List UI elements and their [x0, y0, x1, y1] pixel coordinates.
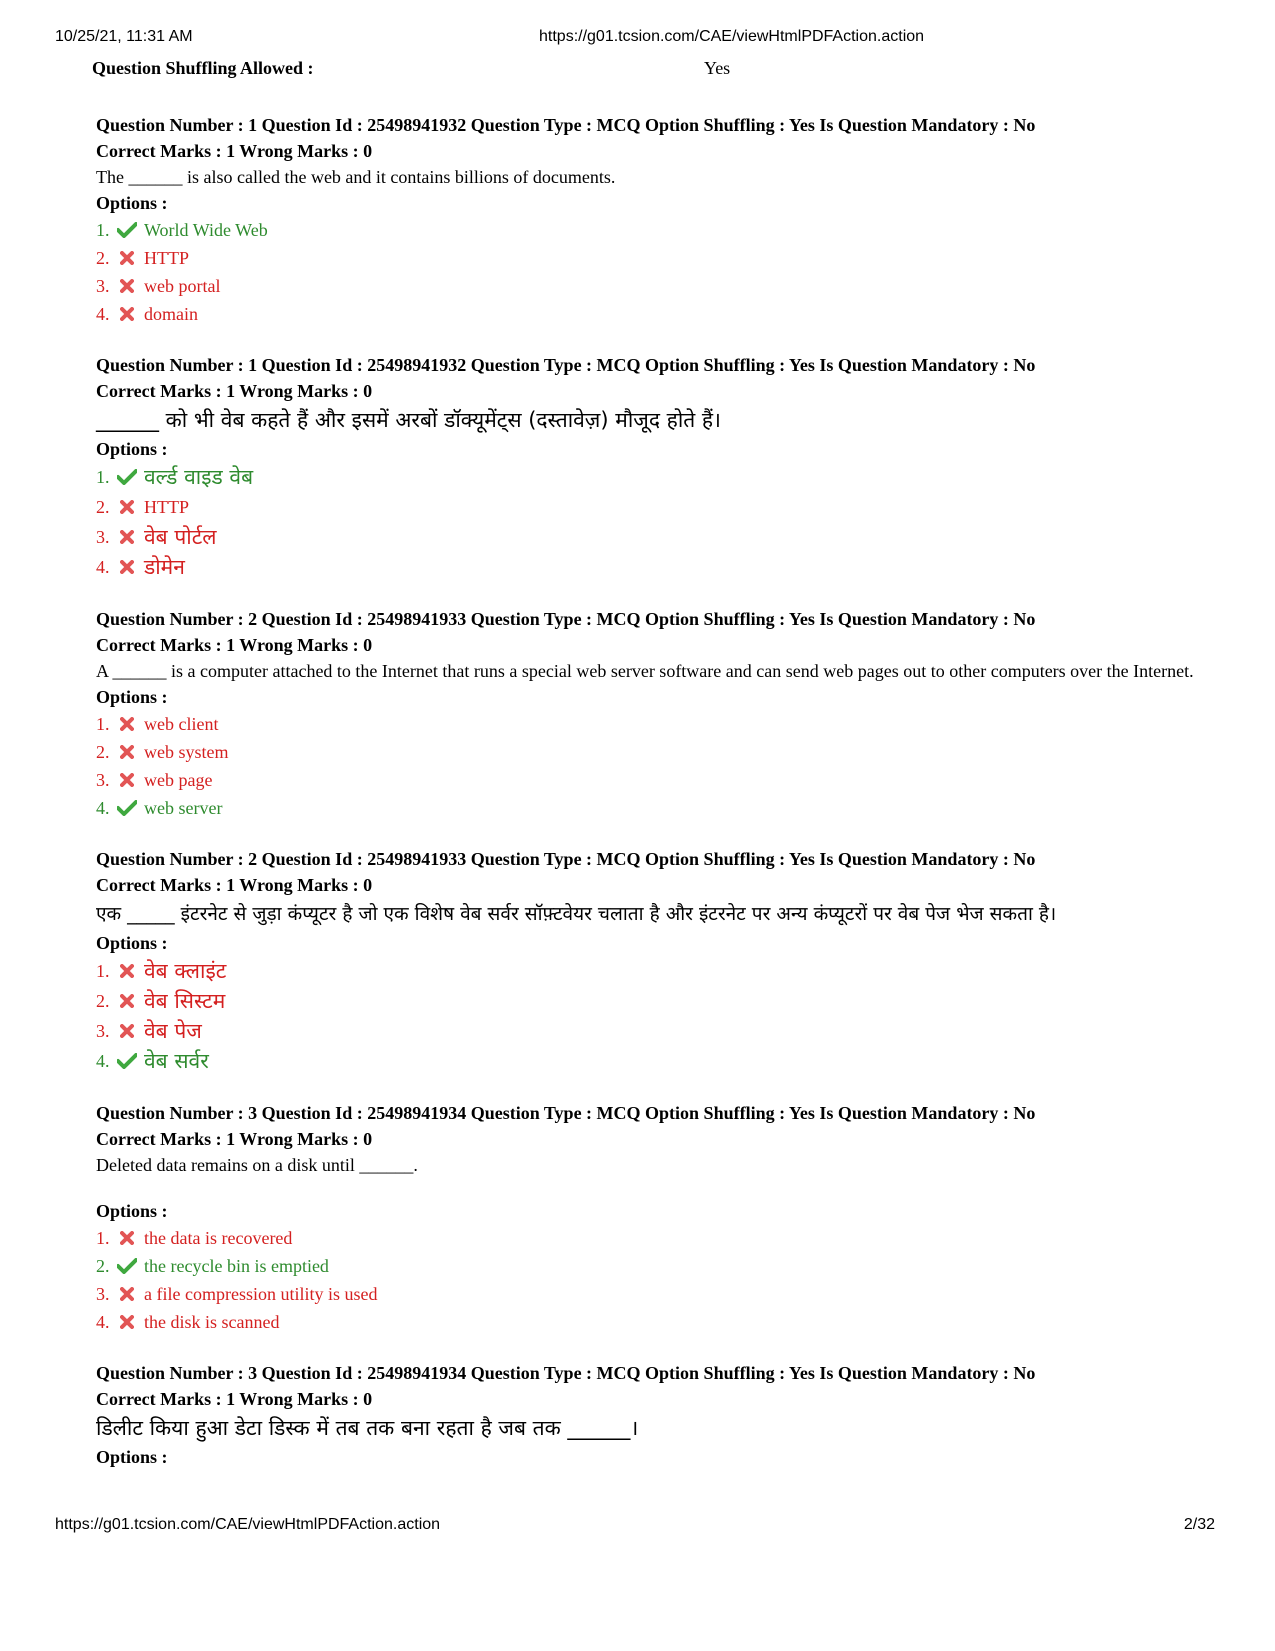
question-block — [96, 606, 1206, 822]
option-text: वेब पेज — [144, 1019, 202, 1043]
question-text: The ______ is also called the web and it contains billions of documents. — [96, 167, 616, 187]
check-icon — [116, 1257, 138, 1275]
option-item — [96, 710, 1206, 738]
option-number: 3. — [96, 527, 110, 547]
option-text: वेब पोर्टल — [144, 525, 217, 549]
print-footer — [55, 1516, 1215, 1538]
option-item — [96, 1252, 1206, 1280]
question-block — [96, 352, 1206, 582]
question-block — [96, 112, 1206, 328]
option-item — [96, 738, 1206, 766]
option-text: the data is recovered — [144, 1228, 293, 1248]
question-block — [96, 1360, 1206, 1470]
options-label: Options : — [96, 439, 168, 459]
print-url: https://g01.tcsion.com/CAE/viewHtmlPDFAction.action — [539, 28, 925, 45]
cross-icon — [116, 498, 138, 516]
print-datetime: 10/25/21, 11:31 AM — [55, 28, 193, 45]
option-item — [96, 1224, 1206, 1252]
option-text: वर्ल्ड वाइड वेब — [144, 465, 254, 489]
footer-url: https://g01.tcsion.com/CAE/viewHtmlPDFAction.action — [55, 1516, 441, 1533]
option-item — [96, 1046, 1206, 1076]
question-meta: Question Number : 3 Question Id : 25498941934 Question Type : MCQ Option Shuffling : Yes Is Question Mandatory : No — [96, 1103, 1036, 1123]
option-text: डोमेन — [144, 555, 185, 579]
question-block — [96, 1100, 1206, 1336]
option-text: web portal — [144, 276, 221, 296]
option-text: वेब सर्वर — [144, 1049, 209, 1073]
question-marks: Correct Marks : 1 Wrong Marks : 0 — [96, 381, 373, 401]
question-meta: Question Number : 2 Question Id : 25498941933 Question Type : MCQ Option Shuffling : Yes Is Question Mandatory : No — [96, 609, 1036, 629]
option-item — [96, 552, 1206, 582]
option-item — [96, 244, 1206, 272]
question-marks: Correct Marks : 1 Wrong Marks : 0 — [96, 141, 373, 161]
option-number: 4. — [96, 798, 110, 818]
options-label: Options : — [96, 1447, 168, 1467]
option-text: HTTP — [144, 248, 189, 268]
option-number: 2. — [96, 742, 110, 762]
option-text: web system — [144, 742, 229, 762]
cross-icon — [116, 1229, 138, 1247]
option-item — [96, 1308, 1206, 1336]
cross-icon — [116, 1022, 138, 1040]
option-item — [96, 794, 1206, 822]
option-text: web server — [144, 798, 223, 818]
question-text: एक _____ इंटरनेट से जुड़ा कंप्यूटर है जो एक विशेष वेब सर्वर सॉफ़्टवेयर चलाता है और इंटरनेट पर अन्य कंप्यूटरों पर वेब पेज भेज सकता है। — [96, 903, 1057, 925]
cross-icon — [116, 992, 138, 1010]
option-item — [96, 1280, 1206, 1308]
option-text: World Wide Web — [144, 220, 268, 240]
check-icon — [116, 799, 138, 817]
question-marks: Correct Marks : 1 Wrong Marks : 0 — [96, 635, 373, 655]
cross-icon — [116, 771, 138, 789]
option-text: the disk is scanned — [144, 1312, 280, 1332]
option-text: वेब क्लाइंट — [144, 959, 227, 983]
option-text: HTTP — [144, 497, 189, 517]
cross-icon — [116, 1285, 138, 1303]
cross-icon — [116, 277, 138, 295]
question-marks: Correct Marks : 1 Wrong Marks : 0 — [96, 875, 373, 895]
cross-icon — [116, 249, 138, 267]
option-item — [96, 492, 1206, 522]
question-shuffling-label: Question Shuffling Allowed : — [92, 58, 314, 78]
question-marks: Correct Marks : 1 Wrong Marks : 0 — [96, 1129, 373, 1149]
option-number: 1. — [96, 220, 110, 240]
option-number: 3. — [96, 276, 110, 296]
options-label: Options : — [96, 193, 168, 213]
cross-icon — [116, 715, 138, 733]
cross-icon — [116, 1313, 138, 1331]
question-meta: Question Number : 1 Question Id : 25498941932 Question Type : MCQ Option Shuffling : Yes Is Question Mandatory : No — [96, 355, 1036, 375]
option-item — [96, 1016, 1206, 1046]
option-number: 3. — [96, 1021, 110, 1041]
check-icon — [116, 221, 138, 239]
option-number: 4. — [96, 1051, 110, 1071]
print-header — [55, 28, 1220, 50]
option-text: web client — [144, 714, 219, 734]
page-number: 2/32 — [1183, 1516, 1215, 1533]
option-item — [96, 956, 1206, 986]
option-number: 2. — [96, 991, 110, 1011]
option-number: 4. — [96, 1312, 110, 1332]
question-block — [96, 846, 1206, 1076]
option-number: 1. — [96, 1228, 110, 1248]
option-text: web page — [144, 770, 213, 790]
option-item — [96, 300, 1206, 328]
question-meta: Question Number : 1 Question Id : 25498941932 Question Type : MCQ Option Shuffling : Yes Is Question Mandatory : No — [96, 115, 1036, 135]
option-number: 2. — [96, 497, 110, 517]
option-number: 3. — [96, 770, 110, 790]
option-number: 2. — [96, 248, 110, 268]
option-item — [96, 272, 1206, 300]
question-marks: Correct Marks : 1 Wrong Marks : 0 — [96, 1389, 373, 1409]
cross-icon — [116, 528, 138, 546]
question-meta: Question Number : 3 Question Id : 25498941934 Question Type : MCQ Option Shuffling : Yes Is Question Mandatory : No — [96, 1363, 1036, 1383]
option-item — [96, 986, 1206, 1016]
cross-icon — [116, 962, 138, 980]
question-shuffling-value: Yes — [704, 58, 731, 78]
question-text: ______ को भी वेब कहते हैं और इसमें अरबों डॉक्यूमेंट्स (दस्तावेज़) मौजूद होते हैं। — [96, 408, 722, 432]
option-number: 4. — [96, 304, 110, 324]
cross-icon — [116, 743, 138, 761]
cross-icon — [116, 305, 138, 323]
question-text: Deleted data remains on a disk until ______. — [96, 1155, 418, 1175]
option-text: वेब सिस्टम — [144, 989, 226, 1013]
option-text: a file compression utility is used — [144, 1284, 378, 1304]
option-item — [96, 462, 1206, 492]
option-number: 4. — [96, 557, 110, 577]
question-meta: Question Number : 2 Question Id : 25498941933 Question Type : MCQ Option Shuffling : Yes Is Question Mandatory : No — [96, 849, 1036, 869]
check-icon — [116, 468, 138, 486]
option-item — [96, 216, 1206, 244]
question-list — [96, 112, 1206, 1494]
option-text: domain — [144, 304, 198, 324]
question-text: A ______ is a computer attached to the Internet that runs a special web server software and can send web pages out to other computers over the Internet. — [96, 661, 1194, 681]
check-icon — [116, 1052, 138, 1070]
option-number: 1. — [96, 961, 110, 981]
option-number: 3. — [96, 1284, 110, 1304]
option-number: 1. — [96, 467, 110, 487]
options-label: Options : — [96, 933, 168, 953]
options-label: Options : — [96, 1201, 168, 1221]
cross-icon — [116, 558, 138, 576]
question-text: डिलीट किया हुआ डेटा डिस्क में तब तक बना रहता है जब तक ______। — [96, 1416, 639, 1440]
question-shuffling-row — [92, 58, 992, 79]
option-number: 2. — [96, 1256, 110, 1276]
option-item — [96, 766, 1206, 794]
options-label: Options : — [96, 687, 168, 707]
option-text: the recycle bin is emptied — [144, 1256, 329, 1276]
option-item — [96, 522, 1206, 552]
option-number: 1. — [96, 714, 110, 734]
